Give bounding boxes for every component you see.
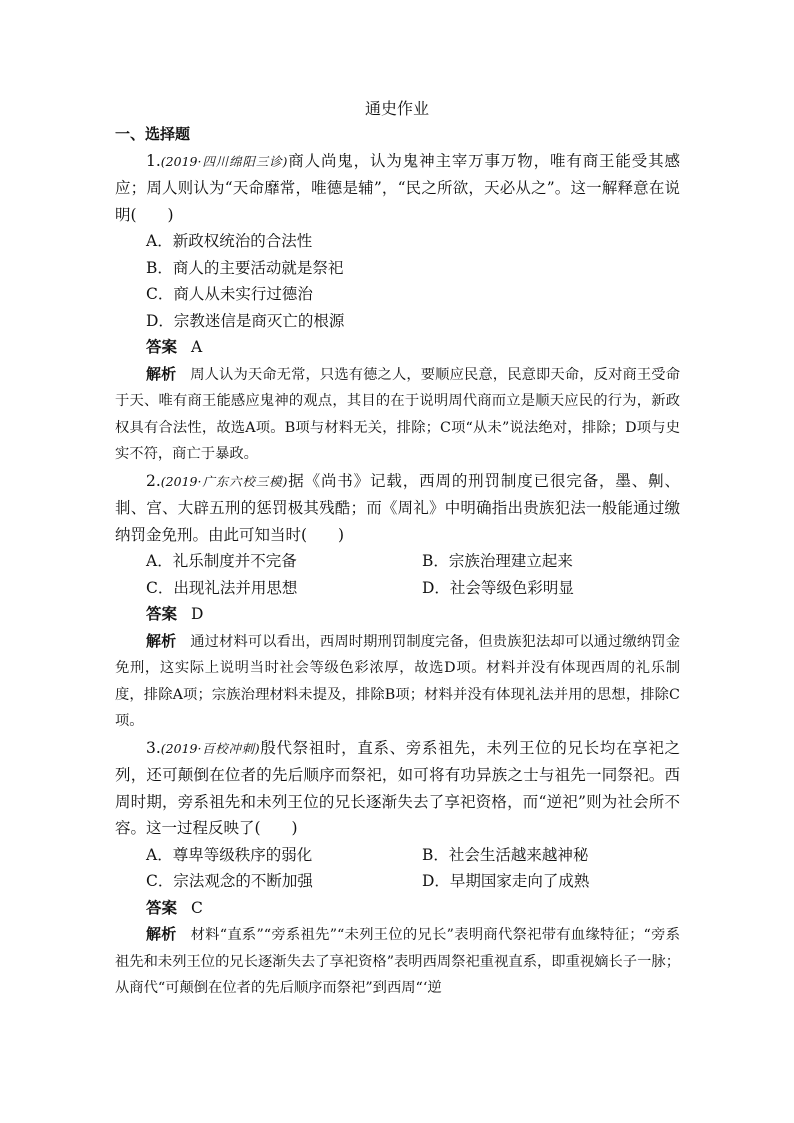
option-a: A．尊卑等级秩序的弱化 <box>146 845 313 864</box>
page-title: 通史作业 <box>364 99 429 118</box>
analysis-paragraph <box>115 921 680 1002</box>
analysis-label: 解析 <box>146 364 177 383</box>
question-3 <box>115 735 680 1002</box>
question-stem <box>115 148 680 229</box>
option-c: C．出现礼法并用思想 <box>146 578 298 597</box>
options-list <box>115 548 680 601</box>
question-text: 殷代祭祖时，直系、旁系祖先，未列王位的兄长均在享祀之列，还可颠倒在位者的先后顺序而祭祀，如可将有功异族之士与祖先一同祭祀。西周时期，旁系祖先和未列王位的兄长逐渐失去了享祀资格，而“逆祀”则为社会所不容。这一过程反映了( ) <box>115 738 680 837</box>
question-source: (2019·广东六校三模) <box>160 473 288 489</box>
analysis-paragraph <box>115 628 680 735</box>
page-content <box>115 121 680 1002</box>
answer-label: 答案 <box>146 338 178 356</box>
options-row <box>146 842 680 869</box>
option-d: D．早期国家走向了成熟 <box>422 872 590 890</box>
question-number: 3. <box>146 738 161 757</box>
question-number: 1. <box>146 151 161 170</box>
option-b: B．社会生活越来越神秘 <box>422 845 589 864</box>
answer-value: C <box>191 898 203 917</box>
answer-label: 答案 <box>146 605 178 623</box>
question-2 <box>115 468 680 735</box>
answer-value: D <box>191 605 204 623</box>
options-row <box>146 575 680 602</box>
question-text: 据《尚书》记载，西周的刑罚制度已很完备，墨、劓、剕、宫、大辟五刑的惩罚极其残酷；而《周礼》中明确指出贵族犯法一般能通过缴纳罚金免刑。由此可知当时( ) <box>115 471 680 544</box>
question-text: 商人尚鬼，认为鬼神主宰万事万物，唯有商王能受其感应；周人则认为“天命靡常，唯德是辅”，“民之所欲，天必从之”。这一解释意在说明( ) <box>115 151 680 224</box>
option-d: D．社会等级色彩明显 <box>422 578 574 597</box>
section-heading: 一、选择题 <box>115 125 191 143</box>
question-source: (2019·四川绵阳三诊) <box>160 153 288 169</box>
question-1 <box>115 148 680 468</box>
options-row <box>146 548 680 575</box>
answer-value: A <box>191 338 203 356</box>
question-stem <box>115 468 680 549</box>
option-a: A．新政权统治的合法性 <box>146 232 313 250</box>
option-c: C．商人从未实行过德治 <box>146 285 313 303</box>
options-list <box>115 228 680 334</box>
analysis-label: 解析 <box>146 631 177 650</box>
answer-line <box>115 334 680 361</box>
analysis-label: 解析 <box>146 925 177 943</box>
analysis-text: 材料“直系”“旁系祖先”“未列王位的兄长”表明商代祭祀带有血缘特征；“旁系祖先和未列王位的兄长逐渐失去了享祀资格”表明西周祭祀重视直系，即重视嫡长子一脉；从商代“可颠倒在位者的先后顺序而祭祀”到西周“‘逆 <box>115 927 680 996</box>
option-b: B．宗族治理建立起来 <box>422 552 573 570</box>
analysis-text: 周人认为天命无常，只选有德之人，要顺应民意，民意即天命，反对商王受命于天、唯有商王能感应鬼神的观点，其目的在于说明周代商而立是顺天应民的行为，新政权具有合法性，故选A项。B项与材料无关，排除；C项“从未”说法绝对，排除；D项与史实不符，商亡于暴政。 <box>115 366 680 462</box>
question-source: (2019·百校冲刺) <box>160 740 260 756</box>
question-stem <box>115 735 680 842</box>
option-d: D．宗教迷信是商灭亡的根源 <box>146 311 345 330</box>
option-a: A．礼乐制度并不完备 <box>146 552 297 570</box>
analysis-paragraph <box>115 361 680 468</box>
answer-line <box>115 601 680 628</box>
answer-label: 答案 <box>146 898 178 917</box>
analysis-text: 通过材料可以看出，西周时期刑罚制度完备，但贵族犯法却可以通过缴纳罚金免刑，这实际上说明当时社会等级色彩浓厚，故选D项。材料并没有体现西周的礼乐制度，排除A项；宗族治理材料未提及，排除B项；材料并没有体现礼法并用的思想，排除C项。 <box>115 633 680 729</box>
options-row <box>146 868 680 895</box>
answer-line <box>115 895 680 922</box>
options-list <box>115 842 680 895</box>
option-c: C．宗法观念的不断加强 <box>146 872 313 890</box>
question-number: 2. <box>146 471 161 490</box>
option-b: B．商人的主要活动就是祭祀 <box>146 258 344 277</box>
